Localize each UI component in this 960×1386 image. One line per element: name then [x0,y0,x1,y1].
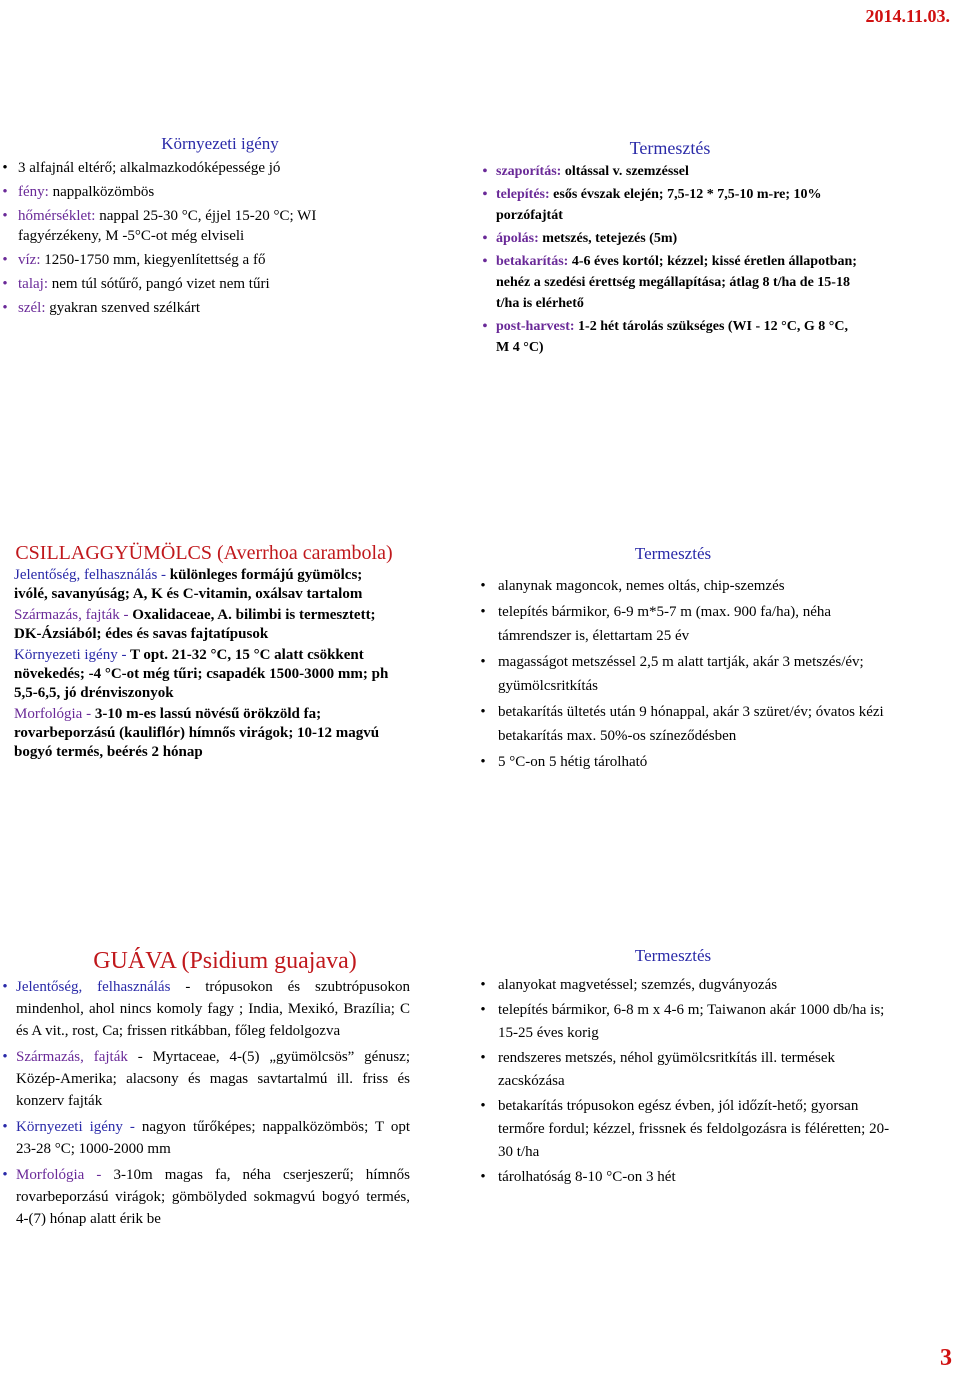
list-item: • 5 °C-on 5 hétig tárolható [478,750,898,774]
list-item: • rendszeres metszés, néhol gyümölcsritkítás ill. termések zacskózása [478,1047,898,1093]
bullet-icon: • [480,754,486,770]
environment-list [0,158,400,318]
bullet-icon: • [480,1002,486,1018]
section-environment [0,134,400,322]
list-item: • szaporítás: oltással v. szemzéssel [480,161,860,182]
bullet-icon: • [2,1119,8,1135]
list-item: • víz: 1250-1750 mm, kiegyenlítettség a fő [0,250,400,270]
list-item: • post-harvest: 1-2 hét tárolás szükséges (WI - 12 °C, G 8 °C, M 4 °C) [480,316,860,358]
list-item: • talaj: nem túl sótűrő, pangó vizet nem tűri [0,274,400,294]
list-item: • telepítés bármikor, 6-9 m*5-7 m (max. 900 fa/ha), néha támrendszer is, élettartam 25 év [478,600,898,648]
bullet-icon: • [482,254,488,269]
bullet-icon: • [480,1050,486,1066]
bullet-icon: • [480,654,486,670]
list-item: • Jelentőség, felhasználás - trópusokon és szubtrópusokon mindenhol, ahol nincs komoly fagy ; India, Mexikó, Brazília; C és A vit., rost, Ca; frissen ritkábban, főleg feldolgozva [0,976,410,1042]
bullet-icon: • [2,160,8,176]
paragraph: Környezeti igény - T opt. 21-32 °C, 15 °C alatt csökkent növekedés; -4 °C-ot még tűri; csapadék 1500-3000 mm; ph 5,5-6,5, jó drénviszonyok [14,647,389,701]
list-item: • Környezeti igény - nagyon tűrőképes; nappalközömbös; T opt 23-28 °C; 1000-2000 mm [0,1116,410,1160]
bullet-icon: • [2,276,8,292]
section-title: Termesztés [634,946,712,965]
bullet-icon: • [2,252,8,268]
bullet-icon: • [2,1049,8,1065]
bullet-icon: • [482,319,488,334]
list-item: • szél: gyakran szenved szélkárt [0,298,400,318]
list-item: • betakarítás trópusokon egész évben, jól időzít-hető; gyorsan termőre fordul; kézzel, frissnek és feldolgozásra is féléretten; 20-30 t/ha [478,1095,898,1164]
list-item: • 3 alfajnál eltérő; alkalmazkodóképessége jó [0,158,400,178]
bullet-icon: • [482,187,488,202]
bullet-icon: • [480,977,486,993]
list-item: • telepítés bármikor, 6-8 m x 4-6 m; Taiwanon akár 1000 db/ha is; 15-25 éves korig [478,999,898,1045]
list-item: • magasságot metszéssel 2,5 m alatt tartják, akár 3 metszés/év; gyümölcsritkítás [478,650,898,698]
bullet-icon: • [480,1098,486,1114]
bullet-icon: • [2,184,8,200]
list-item: • hőmérséklet: nappal 25-30 °C, éjjel 15-20 °C; WI fagyérzékeny, M -5°C-ot még elviseli [0,206,400,246]
section-title: Környezeti igény [161,134,279,153]
section-title: Termesztés [634,544,712,563]
bullet-icon: • [2,1167,8,1183]
bullet-icon: • [482,164,488,179]
list-item: • tárolhatóság 8-10 °C-on 3 hét [478,1166,898,1189]
bullet-icon: • [480,604,486,620]
list-item: • Morfológia - 3-10m magas fa, néha cserjeszerű; hímnős rovarbeporzású virágok; gömbölyded sokmagvú bogyó termés, 4-(7) hónap alatt érik be [0,1164,410,1230]
list-item: • Származás, fajták - Myrtaceae, 4-(5) „gyümölcsös” génusz; Közép-Amerika; alacsony és magas savtartalmú ill. friss és konzerv fajták [0,1046,410,1112]
list-item: • telepítés: esős évszak elején; 7,5-12 * 7,5-10 m-re; 10% porzófajtát [480,184,860,226]
guava-list [0,976,410,1230]
list-item: • betakarítás ültetés után 9 hónappal, akár 3 szüret/év; óvatos kézi betakarítás max. 50%-os színeződésben [478,700,898,748]
section-cultivation-3 [478,946,898,1191]
section-cultivation-1 [480,138,860,360]
bullet-icon: • [480,578,486,594]
list-item: • alanyokat magvetéssel; szemzés, dugványozás [478,974,898,997]
list-item: • betakarítás: 4-6 éves kortól; kézzel; kissé éretlen állapotban; nehéz a szedési érettség megállapítása; átlag 8 t/ha de 15-18 t/ha is elérhető [480,251,860,314]
bullet-icon: • [482,231,488,246]
paragraph: Származás, fajták - Oxalidaceae, A. bilimbi is termesztett; DK-Ázsiából; édes és savas fajtatípusok [14,607,376,642]
bullet-icon: • [2,979,8,995]
list-item: • ápolás: metszés, tetejezés (5m) [480,228,860,249]
bullet-icon: • [2,300,8,316]
cultivation-list [478,974,898,1189]
bullet-icon: • [480,1169,486,1185]
header-date: 2014.11.03. [865,6,950,26]
cultivation-list [478,574,898,774]
page-number: 3 [940,1345,952,1371]
section-title: Termesztés [629,138,711,158]
paragraph: Jelentőség, felhasználás - különleges formájú gyümölcs; ivólé, savanyúság; A, K és C-vitamin, oxálsav tartalom [14,567,363,602]
section-cultivation-2 [478,544,898,776]
paragraph: Morfológia - 3-10 m-es lassú növésű örökzöld fa; rovarbeporzású (kauliflór) hímnős virágok; 10-12 magvú bogyó termés, beérés 2 hónap [14,706,380,760]
section-title: CSILLAGGYÜMÖLCS (Averrhoa carambola) [15,542,393,564]
list-item: • alanynak magoncok, nemes oltás, chip-szemzés [478,574,898,598]
bullet-icon: • [480,704,486,720]
section-carambola [14,540,394,764]
cultivation-list [480,161,860,358]
bullet-icon: • [2,208,8,224]
list-item: • fény: nappalközömbös [0,182,400,202]
section-guava [0,946,410,1234]
section-title: GUÁVA (Psidium guajava) [93,948,357,974]
